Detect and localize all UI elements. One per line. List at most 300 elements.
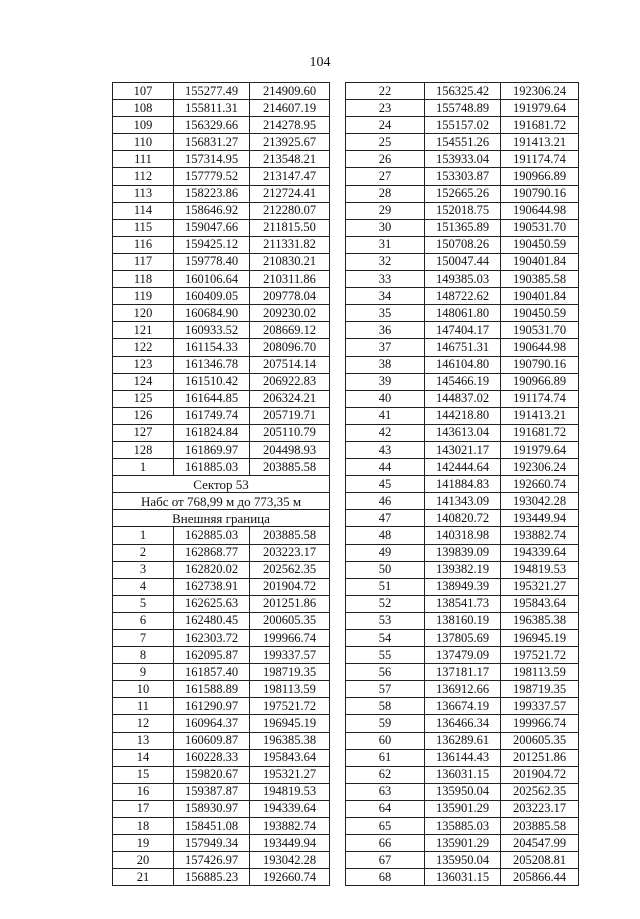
coordinate-y-cell: 211815.50 [250,219,330,236]
point-number-cell: 119 [113,288,174,305]
coordinate-y-cell: 205866.44 [501,869,579,886]
coordinate-y-cell: 192306.24 [501,83,579,100]
coordinate-y-cell: 197521.72 [250,698,330,715]
coordinate-y-cell: 195321.27 [501,578,579,595]
point-number-cell: 16 [113,783,174,800]
table-row [113,134,330,151]
coordinate-x-cell: 157949.34 [174,835,250,852]
coordinate-x-cell: 146104.80 [425,356,501,373]
coordinates-table-left-body [113,83,330,886]
table-row [113,441,330,458]
coordinates-table-left [112,82,330,886]
point-number-cell: 30 [346,219,425,236]
coordinate-y-cell: 206922.83 [250,373,330,390]
point-number-cell: 2 [113,544,174,561]
point-number-cell: 36 [346,322,425,339]
coordinate-x-cell: 143613.04 [425,424,501,441]
table-row [346,271,579,288]
point-number-cell: 50 [346,561,425,578]
coordinate-x-cell: 161290.97 [174,698,250,715]
point-number-cell: 107 [113,83,174,100]
coordinate-y-cell: 201904.72 [501,766,579,783]
coordinate-x-cell: 159778.40 [174,253,250,270]
coordinate-y-cell: 191681.72 [501,117,579,134]
point-number-cell: 59 [346,715,425,732]
point-number-cell: 54 [346,630,425,647]
coordinate-x-cell: 145466.19 [425,373,501,390]
sector-range-row [113,493,330,510]
point-number-cell: 21 [113,869,174,886]
point-number-cell: 45 [346,476,425,493]
coordinate-x-cell: 140820.72 [425,510,501,527]
coordinate-y-cell: 190790.16 [501,185,579,202]
table-row [113,407,330,424]
point-number-cell: 20 [113,852,174,869]
coordinate-x-cell: 138949.39 [425,578,501,595]
coordinate-y-cell: 197521.72 [501,647,579,664]
coordinate-y-cell: 203885.58 [250,527,330,544]
point-number-cell: 32 [346,253,425,270]
table-row [346,664,579,681]
coordinate-y-cell: 213548.21 [250,151,330,168]
table-row [346,151,579,168]
coordinate-x-cell: 160933.52 [174,322,250,339]
coordinate-x-cell: 161885.03 [174,459,250,476]
coordinate-x-cell: 160228.33 [174,749,250,766]
coordinate-y-cell: 193042.28 [501,493,579,510]
table-row [346,441,579,458]
coordinate-y-cell: 208669.12 [250,322,330,339]
table-row [113,612,330,629]
coordinate-x-cell: 136289.61 [425,732,501,749]
point-number-cell: 22 [346,83,425,100]
coordinate-x-cell: 139839.09 [425,544,501,561]
coordinate-y-cell: 194339.64 [250,800,330,817]
table-row [346,288,579,305]
coordinate-y-cell: 190385.58 [501,271,579,288]
table-row [113,253,330,270]
coordinate-x-cell: 159047.66 [174,219,250,236]
point-number-cell: 10 [113,681,174,698]
coordinate-y-cell: 212280.07 [250,202,330,219]
coordinates-table-right-body [346,83,579,886]
table-row [113,424,330,441]
table-row [346,424,579,441]
table-row [113,578,330,595]
coordinate-y-cell: 206324.21 [250,390,330,407]
point-number-cell: 4 [113,578,174,595]
coordinate-y-cell: 203223.17 [501,800,579,817]
table-row [346,630,579,647]
point-number-cell: 1 [113,527,174,544]
coordinate-y-cell: 191413.21 [501,407,579,424]
table-row [346,493,579,510]
sector-title-row [113,476,330,493]
point-number-cell: 28 [346,185,425,202]
coordinate-y-cell: 193449.94 [250,835,330,852]
point-number-cell: 8 [113,647,174,664]
coordinate-x-cell: 138160.19 [425,612,501,629]
table-row [346,373,579,390]
coordinate-x-cell: 158223.86 [174,185,250,202]
coordinate-y-cell: 201251.86 [501,749,579,766]
coordinate-x-cell: 144837.02 [425,390,501,407]
table-row [346,322,579,339]
coordinate-y-cell: 190450.59 [501,305,579,322]
table-row [113,356,330,373]
coordinate-x-cell: 155157.02 [425,117,501,134]
coordinate-y-cell: 214909.60 [250,83,330,100]
table-row [113,373,330,390]
coordinate-x-cell: 160106.64 [174,271,250,288]
coordinate-x-cell: 162625.63 [174,595,250,612]
point-number-cell: 55 [346,647,425,664]
coordinate-x-cell: 136674.19 [425,698,501,715]
coordinate-x-cell: 148722.62 [425,288,501,305]
point-number-cell: 65 [346,818,425,835]
sector-boundary-row [113,510,330,527]
table-row [346,818,579,835]
point-number-cell: 48 [346,527,425,544]
coordinate-y-cell: 191174.74 [501,151,579,168]
point-number-cell: 35 [346,305,425,322]
table-row [346,749,579,766]
point-number-cell: 5 [113,595,174,612]
coordinate-x-cell: 141884.83 [425,476,501,493]
table-row [346,595,579,612]
point-number-cell: 60 [346,732,425,749]
point-number-cell: 121 [113,322,174,339]
table-row [346,83,579,100]
point-number-cell: 6 [113,612,174,629]
coordinate-y-cell: 214607.19 [250,100,330,117]
coordinate-x-cell: 149385.03 [425,271,501,288]
point-number-cell: 25 [346,134,425,151]
table-row [346,185,579,202]
table-row [113,698,330,715]
coordinate-x-cell: 161588.89 [174,681,250,698]
table-row [113,117,330,134]
sector-boundary: Внешняя граница [113,510,330,527]
coordinate-x-cell: 161510.42 [174,373,250,390]
coordinate-x-cell: 159820.67 [174,766,250,783]
coordinate-x-cell: 160409.05 [174,288,250,305]
coordinate-x-cell: 162738.91 [174,578,250,595]
coordinate-y-cell: 194819.53 [250,783,330,800]
coordinate-y-cell: 205208.81 [501,852,579,869]
point-number-cell: 123 [113,356,174,373]
table-row [113,527,330,544]
table-row [113,288,330,305]
point-number-cell: 43 [346,441,425,458]
coordinate-x-cell: 152665.26 [425,185,501,202]
coordinate-x-cell: 135950.04 [425,852,501,869]
coordinate-y-cell: 207514.14 [250,356,330,373]
coordinate-y-cell: 190401.84 [501,253,579,270]
table-row [113,271,330,288]
coordinate-y-cell: 194339.64 [501,544,579,561]
table-row [346,459,579,476]
coordinate-x-cell: 162820.02 [174,561,250,578]
coordinate-y-cell: 199966.74 [250,630,330,647]
coordinate-x-cell: 136912.66 [425,681,501,698]
coordinate-x-cell: 153933.04 [425,151,501,168]
point-number-cell: 109 [113,117,174,134]
table-row [113,168,330,185]
coordinate-x-cell: 159387.87 [174,783,250,800]
coordinate-x-cell: 161857.40 [174,664,250,681]
coordinate-x-cell: 139382.19 [425,561,501,578]
coordinate-y-cell: 198719.35 [250,664,330,681]
coordinate-y-cell: 195321.27 [250,766,330,783]
point-number-cell: 112 [113,168,174,185]
coordinate-y-cell: 196945.19 [250,715,330,732]
point-number-cell: 24 [346,117,425,134]
table-row [346,561,579,578]
coordinate-x-cell: 162480.45 [174,612,250,629]
point-number-cell: 120 [113,305,174,322]
point-number-cell: 13 [113,732,174,749]
table-row [113,339,330,356]
coordinate-y-cell: 204547.99 [501,835,579,852]
point-number-cell: 61 [346,749,425,766]
coordinate-y-cell: 214278.95 [250,117,330,134]
table-row [113,219,330,236]
coordinate-x-cell: 137479.09 [425,647,501,664]
coordinate-y-cell: 211331.82 [250,236,330,253]
point-number-cell: 18 [113,818,174,835]
table-row [346,510,579,527]
sector-range: Набс от 768,99 м до 773,35 м [113,493,330,510]
table-row [113,852,330,869]
table-row [113,869,330,886]
coordinate-y-cell: 199337.57 [501,698,579,715]
coordinate-y-cell: 192306.24 [501,459,579,476]
point-number-cell: 115 [113,219,174,236]
table-row [346,527,579,544]
table-row [113,305,330,322]
coordinate-y-cell: 205110.79 [250,424,330,441]
coordinate-x-cell: 158451.08 [174,818,250,835]
coordinate-x-cell: 155748.89 [425,100,501,117]
coordinate-x-cell: 160684.90 [174,305,250,322]
point-number-cell: 52 [346,595,425,612]
coordinate-y-cell: 196385.38 [250,732,330,749]
table-row [346,698,579,715]
coordinate-x-cell: 150708.26 [425,236,501,253]
coordinate-y-cell: 210311.86 [250,271,330,288]
table-row [113,715,330,732]
coordinate-x-cell: 161869.97 [174,441,250,458]
point-number-cell: 113 [113,185,174,202]
coordinate-x-cell: 161154.33 [174,339,250,356]
point-number-cell: 15 [113,766,174,783]
table-row [346,407,579,424]
coordinate-x-cell: 158646.92 [174,202,250,219]
table-row [346,681,579,698]
coordinate-x-cell: 138541.73 [425,595,501,612]
coordinate-x-cell: 161346.78 [174,356,250,373]
point-number-cell: 27 [346,168,425,185]
table-row [113,100,330,117]
coordinate-y-cell: 190531.70 [501,322,579,339]
coordinate-y-cell: 191413.21 [501,134,579,151]
coordinate-y-cell: 209778.04 [250,288,330,305]
coordinate-y-cell: 199966.74 [501,715,579,732]
coordinate-x-cell: 148061.80 [425,305,501,322]
table-row [113,630,330,647]
coordinate-x-cell: 147404.17 [425,322,501,339]
coordinate-y-cell: 196385.38 [501,612,579,629]
point-number-cell: 51 [346,578,425,595]
coordinate-x-cell: 154551.26 [425,134,501,151]
coordinate-x-cell: 157426.97 [174,852,250,869]
coordinate-x-cell: 159425.12 [174,236,250,253]
coordinate-x-cell: 162303.72 [174,630,250,647]
coordinate-x-cell: 157779.52 [174,168,250,185]
coordinate-y-cell: 199337.57 [250,647,330,664]
table-row [113,390,330,407]
point-number-cell: 127 [113,424,174,441]
point-number-cell: 56 [346,664,425,681]
coordinate-y-cell: 213925.67 [250,134,330,151]
table-row [113,681,330,698]
coordinate-y-cell: 213147.47 [250,168,330,185]
coordinate-y-cell: 190966.89 [501,168,579,185]
point-number-cell: 126 [113,407,174,424]
point-number-cell: 49 [346,544,425,561]
point-number-cell: 108 [113,100,174,117]
coordinate-y-cell: 190401.84 [501,288,579,305]
coordinate-y-cell: 203885.58 [501,818,579,835]
coordinate-y-cell: 193882.74 [250,818,330,835]
coordinate-y-cell: 194819.53 [501,561,579,578]
table-row [346,612,579,629]
point-number-cell: 31 [346,236,425,253]
table-row [346,100,579,117]
coordinate-x-cell: 135901.29 [425,800,501,817]
point-number-cell: 63 [346,783,425,800]
point-number-cell: 39 [346,373,425,390]
coordinate-y-cell: 198719.35 [501,681,579,698]
point-number-cell: 124 [113,373,174,390]
point-number-cell: 7 [113,630,174,647]
coordinate-y-cell: 193042.28 [250,852,330,869]
coordinate-x-cell: 161644.85 [174,390,250,407]
coordinate-y-cell: 200605.35 [250,612,330,629]
coordinate-y-cell: 209230.02 [250,305,330,322]
table-row [346,783,579,800]
table-row [346,356,579,373]
coordinate-x-cell: 142444.64 [425,459,501,476]
point-number-cell: 67 [346,852,425,869]
coordinate-y-cell: 198113.59 [250,681,330,698]
coordinate-x-cell: 162885.03 [174,527,250,544]
table-row [113,561,330,578]
table-row [346,390,579,407]
table-row [113,664,330,681]
table-row [346,339,579,356]
coordinate-y-cell: 190450.59 [501,236,579,253]
table-row [346,800,579,817]
coordinate-x-cell: 156329.66 [174,117,250,134]
point-number-cell: 62 [346,766,425,783]
coordinate-x-cell: 155277.49 [174,83,250,100]
coordinate-x-cell: 160964.37 [174,715,250,732]
table-row [346,732,579,749]
table-row [113,151,330,168]
table-row [113,202,330,219]
coordinate-y-cell: 191979.64 [501,100,579,117]
coordinate-y-cell: 208096.70 [250,339,330,356]
table-row [113,83,330,100]
coordinate-x-cell: 156831.27 [174,134,250,151]
coordinate-y-cell: 190531.70 [501,219,579,236]
coordinate-x-cell: 140318.98 [425,527,501,544]
point-number-cell: 14 [113,749,174,766]
table-row [346,647,579,664]
coordinate-y-cell: 191174.74 [501,390,579,407]
coordinate-y-cell: 205719.71 [250,407,330,424]
point-number-cell: 37 [346,339,425,356]
coordinate-x-cell: 146751.31 [425,339,501,356]
coordinate-x-cell: 162868.77 [174,544,250,561]
coordinate-x-cell: 144218.80 [425,407,501,424]
coordinate-x-cell: 135950.04 [425,783,501,800]
table-row [113,766,330,783]
point-number-cell: 33 [346,271,425,288]
table-row [346,202,579,219]
point-number-cell: 12 [113,715,174,732]
coordinate-x-cell: 160609.87 [174,732,250,749]
coordinate-y-cell: 204498.93 [250,441,330,458]
point-number-cell: 46 [346,493,425,510]
coordinate-y-cell: 195843.64 [250,749,330,766]
point-number-cell: 9 [113,664,174,681]
coordinate-y-cell: 193882.74 [501,527,579,544]
coordinate-x-cell: 151365.89 [425,219,501,236]
table-row [113,322,330,339]
coordinate-x-cell: 143021.17 [425,441,501,458]
table-row [346,835,579,852]
coordinate-y-cell: 190644.98 [501,202,579,219]
point-number-cell: 3 [113,561,174,578]
coordinate-y-cell: 210830.21 [250,253,330,270]
point-number-cell: 118 [113,271,174,288]
coordinate-y-cell: 200605.35 [501,732,579,749]
coordinate-y-cell: 190790.16 [501,356,579,373]
coordinate-x-cell: 135901.29 [425,835,501,852]
table-row [346,476,579,493]
coordinate-x-cell: 162095.87 [174,647,250,664]
point-number-cell: 11 [113,698,174,715]
coordinate-x-cell: 153303.87 [425,168,501,185]
table-row [346,578,579,595]
point-number-cell: 17 [113,800,174,817]
coordinate-y-cell: 203223.17 [250,544,330,561]
coordinate-x-cell: 136466.34 [425,715,501,732]
point-number-cell: 57 [346,681,425,698]
coordinate-x-cell: 136031.15 [425,869,501,886]
point-number-cell: 47 [346,510,425,527]
table-row [113,749,330,766]
table-row [346,305,579,322]
coordinate-x-cell: 158930.97 [174,800,250,817]
table-row [113,800,330,817]
point-number-cell: 117 [113,253,174,270]
point-number-cell: 68 [346,869,425,886]
coordinate-y-cell: 195843.64 [501,595,579,612]
